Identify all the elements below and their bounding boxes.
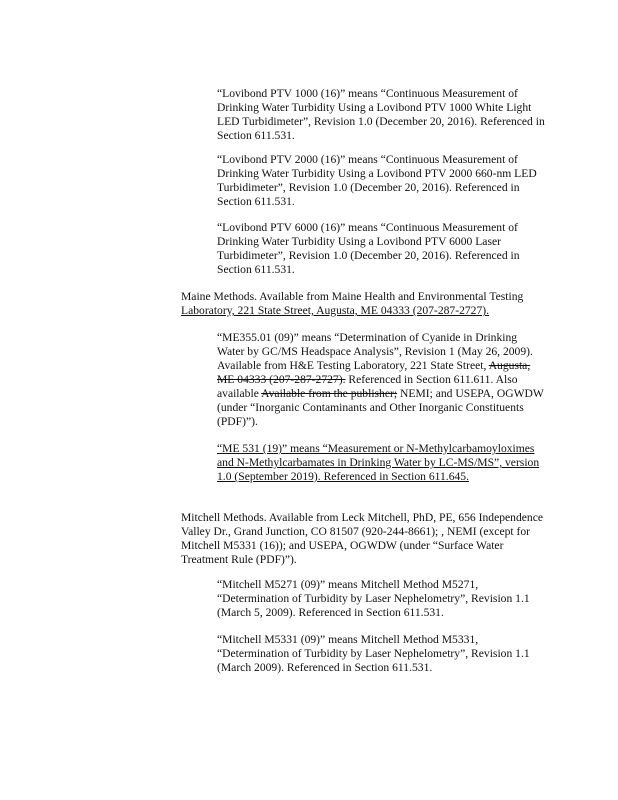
me355-text-a: “ME355.01 (09)” means “Determination of Cyanide in Drinking Water by GC/MS Headspace Analysis”, Revision 1 (May 26, 2009). Available from H&E Testing Laboratory, 221 State Street, [217, 331, 533, 372]
maine-methods-intro [181, 290, 547, 318]
entry-lovibond-1000: “Lovibond PTV 1000 (16)” means “Continuous Measurement of Drinking Water Turbidity Using a Lovibond PTV 1000 White Light LED Turbidimeter”, Revision 1.0 (December 20, 2016). Referenced in Section 611.531. [217, 87, 545, 142]
maine-intro-text: Maine Methods. Available from Maine Health and Environmental Testing [181, 290, 524, 303]
maine-intro-address: Laboratory, 221 State Street, Augusta, ME 04333 (207-287-2727). [181, 304, 490, 317]
me355-text-c: Referenced in Section 611.611. Also available [217, 373, 518, 400]
entry-mitchell-5331: “Mitchell M5331 (09)” means Mitchell Method M5331, “Determination of Turbidity by Laser Nephelometry”, Revision 1.1 (March 2009). Referenced in Section 611.531. [217, 633, 530, 674]
entry-lovibond-6000: “Lovibond PTV 6000 (16)” means “Continuous Measurement of Drinking Water Turbidity Using a Lovibond PTV 6000 Laser Turbidimeter”, Revision 1.0 (December 20, 2016). Referenced in Section 611.531. [217, 221, 520, 276]
me355-struck-publisher: Available from the publisher; [261, 387, 398, 400]
me355-struck-address: Augusta, ME 04333 (207-287-2727). [217, 359, 531, 386]
entry-me531: “ME 531 (19)” means “Measurement or N-Methylcarbamoyloximes and N-Methylcarbamates in Drinking Water by LC-MS/MS”, version 1.0 (September 2019). Referenced in Section 611.645. [217, 442, 540, 483]
entry-mitchell-5271: “Mitchell M5271 (09)” means Mitchell Method M5271, “Determination of Turbidity by Laser Nephelometry”, Revision 1.1 (March 5, 2009). Referenced in Section 611.531. [217, 578, 530, 619]
entry-me355 [217, 331, 547, 429]
entry-lovibond-2000: “Lovibond PTV 2000 (16)” means “Continuous Measurement of Drinking Water Turbidity Using a Lovibond PTV 2000 660-nm LED Turbidimeter”, Revision 1.0 (December 20, 2016). Referenced in Section 611.531. [217, 153, 537, 208]
mitchell-methods-intro: Mitchell Methods. Available from Leck Mitchell, PhD, PE, 656 Independence Valley Dr., Grand Junction, CO 81507 (920-244-8661); , NEMI (except for Mitchell M5331 (16)); and USEPA, OGWDW (under “Surface Water Treatment Rule (PDF)”). [181, 511, 544, 566]
me355-text-e: NEMI; and USEPA, OGWDW (under “Inorganic Contaminants and Other Inorganic Constituents (PDF)”). [217, 387, 544, 428]
